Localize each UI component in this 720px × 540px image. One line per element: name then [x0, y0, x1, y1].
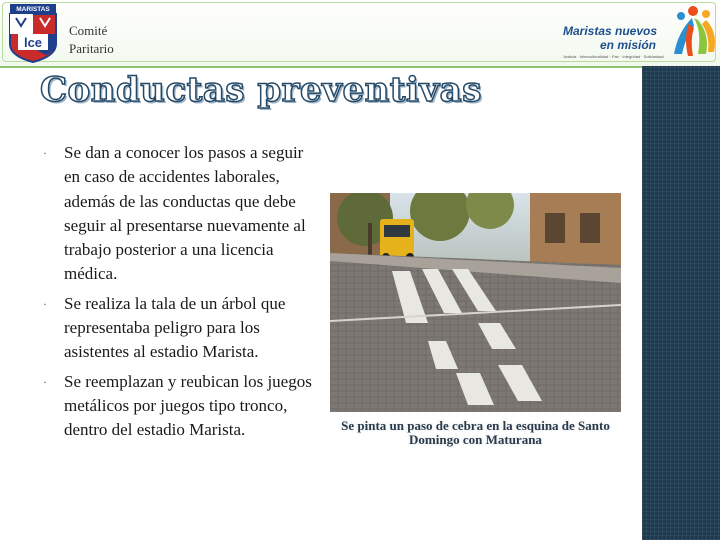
brand-tagline: Justicia · Interculturalidad · Paz · Integridad · Solidaridad	[563, 54, 664, 59]
street-crosswalk-photo	[330, 193, 621, 412]
bullet-symbol: ·	[43, 374, 47, 389]
bullet-item	[40, 141, 312, 287]
bullet-symbol: ·	[43, 296, 47, 311]
bullet-text: Se dan a conocer los pasos a seguir en caso de accidentes laborales, además de las conductas que debe seguir al presentarse nuevamente al trabajo posterior a una licencia médica.	[64, 143, 306, 284]
page-title: Conductas preventivas	[40, 70, 482, 110]
bullet-item	[40, 292, 312, 365]
svg-text:lce: lce	[23, 35, 43, 50]
bullet-symbol: ·	[43, 146, 47, 160]
school-badge-text: MARISTAS	[16, 6, 50, 13]
committee-name	[69, 22, 114, 58]
committee-line-1: Comité	[69, 23, 108, 38]
bullet-item	[40, 370, 312, 443]
photo-caption: Se pinta un paso de cebra en la esquina de Santo Domingo con Maturana	[341, 418, 610, 447]
header-bar	[0, 0, 720, 68]
bullet-list	[40, 141, 312, 448]
decorative-side-bar	[642, 66, 720, 540]
brand-line-1: Maristas nuevos	[563, 24, 658, 38]
bullet-text: Se reemplazan y reubican los juegos metálicos por juegos tipo tronco, dentro del estadio Marista.	[64, 371, 312, 440]
bullet-text: Se realiza la tala de un árbol que representaba peligro para los asistentes al estadio Marista.	[64, 293, 286, 362]
committee-line-2: Paritario	[69, 41, 114, 56]
school-crest-logo	[4, 4, 62, 64]
brand-line-2: en misión	[600, 38, 657, 52]
